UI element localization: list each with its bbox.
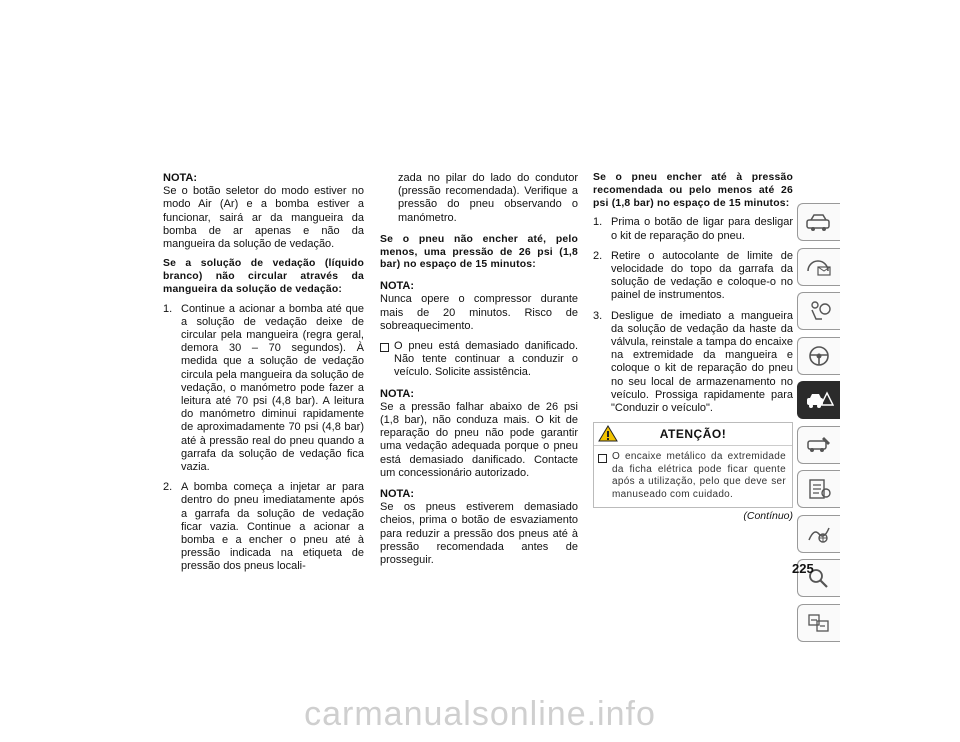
continued-label: (Contínuo) [743, 509, 793, 522]
step-item [593, 310, 793, 416]
note-heading: NOTA: [380, 387, 415, 400]
note-heading: NOTA: [380, 488, 415, 501]
step-text: A bomba começa a injetar ar para dentro do pneu imediatamente após a garrafa da solução de vedação ficar vazia. Continue a acionar a bomba e a encher o pneu até à pressão indicada na etiqueta de pressão dos pneus locali- [181, 481, 364, 573]
bullet-item [380, 340, 578, 380]
section-subheading: Se o pneu não encher até, pelo menos, uma pressão de 26 psi (1,8 bar) no espaço de 15 minutos: [380, 233, 578, 271]
step-number: 2. [593, 249, 603, 262]
column-left [163, 172, 364, 581]
step-text: Prima o botão de ligar para desligar o kit de reparação do pneu. [611, 216, 793, 242]
tab-maintenance[interactable] [797, 470, 840, 508]
square-bullet-icon [380, 343, 389, 352]
note-text: Se os pneus estiverem demasiado cheios, prima o botão de esvaziamento para reduzir a pressão dos pneus até à pressão recomendada antes de prosseguir. [380, 501, 578, 567]
warning-triangle-icon [598, 425, 618, 449]
step-item [163, 481, 364, 573]
step-item [593, 250, 793, 303]
warning-header [594, 423, 792, 446]
tab-service[interactable] [797, 426, 840, 464]
continued-step-text: zada no pilar do lado do condutor (pressão recomendada). Verifique a pressão do pneu observando o manómetro. [398, 172, 578, 224]
step-item [593, 216, 793, 242]
step-number: 1. [593, 216, 603, 229]
note-text: Se o botão seletor do modo estiver no modo Air (Ar) e a bomba estiver a funcionar, sairá ar da mangueira da bomba de ar apenas e não da mangueira da solução de vedação. [163, 185, 364, 251]
page-number: 225 [792, 561, 814, 576]
tab-driving[interactable] [797, 337, 840, 375]
square-bullet-icon [598, 454, 607, 463]
tab-languages[interactable] [797, 604, 840, 642]
step-text: Retire o autocolante de limite de velocidade do topo da garrafa da solução de vedação e coloque-o no painel de instrumentos. [611, 249, 793, 302]
specifications-icon [804, 522, 834, 546]
step-text: Desligue de imediato a mangueira da solução de vedação da haste da válvula, reinstale a tampa do encaixe na extremidade da mangueira e coloque o kit de reparação do pneu no seu local de armazenamento no veículo. Prossiga rapidamente para "Conduzir o veículo". [611, 309, 793, 415]
chapter-tabs [797, 203, 841, 648]
tab-specifications[interactable] [797, 515, 840, 553]
tab-dashboard-messages[interactable] [797, 248, 840, 286]
roadside-emergency-icon [804, 388, 834, 412]
dashboard-message-icon [804, 255, 834, 279]
tab-emergency[interactable] [797, 381, 840, 419]
warning-title: ATENÇÃO! [659, 427, 727, 442]
maintenance-list-icon [804, 477, 834, 501]
step-item [163, 303, 364, 475]
note-text: Nunca opere o compressor durante mais de 20 minutos. Risco de sobreaquecimento. [380, 293, 578, 332]
column-right [593, 172, 793, 523]
multilingual-icon [804, 611, 834, 635]
note-heading: NOTA: [163, 172, 198, 184]
step-number: 2. [163, 481, 173, 494]
column-middle [380, 172, 578, 567]
tab-safety[interactable] [797, 292, 840, 330]
step-text: Continue a acionar a bomba até que a solução de vedação deixe de circular pela mangueira (regra geral, demora 30 – 70 segundos). À medida que a solução de vedação circula pela mangueira da solução de vedação, o manómetro pode fazer a leitura até 70 psi (4,8 bar). A leitura do manómetro diminui rapidamente de aproximadamente 70 psi (4,8 bar) até à pressão real do pneu quando a garrafa da solução de vedação fica vazia. [181, 302, 364, 474]
steering-wheel-icon [804, 344, 834, 368]
warning-bullet [594, 446, 792, 506]
step-number: 3. [593, 309, 603, 322]
watermark: carmanualsonline.info [304, 695, 656, 733]
car-service-icon [804, 433, 834, 457]
section-subheading: Se o pneu encher até à pressão recomendada ou pelo menos até 26 psi (1,8 bar) no espaço de 15 minutos: [593, 172, 793, 209]
car-overview-icon [804, 210, 834, 234]
step-number: 1. [163, 302, 173, 315]
warning-box [593, 422, 793, 507]
section-subheading: Se a solução de vedação (líquido branco) não circular através da mangueira da solução de vedação: [163, 258, 364, 295]
warning-text: O encaixe metálico da extremidade da ficha elétrica pode ficar quente após a utilização, pelo que deve ser manuseado com cuidado. [612, 451, 786, 501]
tab-car-overview[interactable] [797, 203, 840, 241]
airbag-safety-icon [804, 299, 834, 323]
note-heading: NOTA: [380, 280, 415, 293]
note-text: Se a pressão falhar abaixo de 26 psi (1,8 bar), não conduza mais. O kit de reparação do pneu não pode garantir uma vedação adequada porque o pneu está demasiado danificado. Contacte um concessionário autorizado. [380, 400, 578, 479]
bullet-text: O pneu está demasiado danificado. Não tente continuar a conduzir o veículo. Solicite assistência. [394, 340, 578, 379]
